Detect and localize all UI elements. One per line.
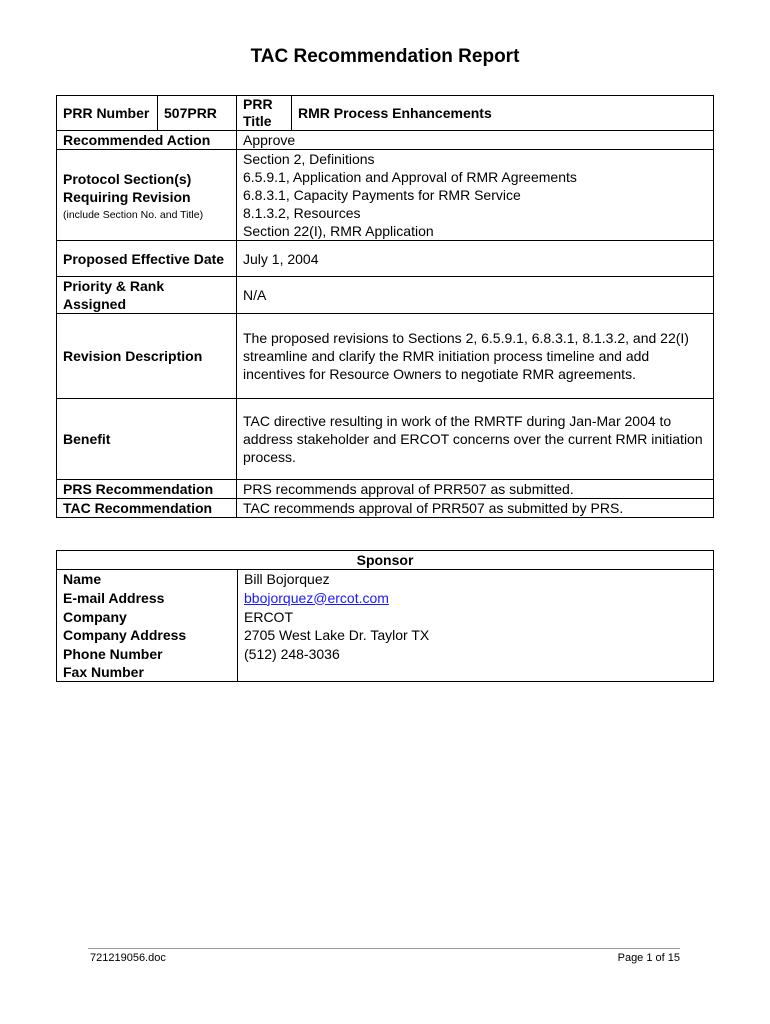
sponsor-value: ERCOT: [238, 607, 714, 626]
sponsor-table: [56, 550, 714, 682]
sponsor-row: [57, 663, 714, 682]
protocol-section-item: 6.8.3.1, Capacity Payments for RMR Service: [243, 187, 521, 203]
protocol-section-item: Section 22(I), RMR Application: [243, 223, 434, 239]
sponsor-header-row: [57, 551, 714, 570]
benefit-value: TAC directive resulting in work of the RMRTF during Jan-Mar 2004 to address stakeholder and ERCOT concerns over the current RMR initiation process.: [237, 399, 714, 480]
sponsor-value: 2705 West Lake Dr. Taylor TX: [238, 626, 714, 644]
revision-description-row: [57, 314, 714, 399]
benefit-row: [57, 399, 714, 480]
recommended-action-label: Recommended Action: [57, 131, 237, 150]
sponsor-label: Company: [57, 607, 238, 626]
protocol-label: Protocol Section(s) Requiring Revision: [63, 171, 192, 205]
email-link[interactable]: bbojorquez@ercot.com: [244, 589, 389, 606]
footer-divider: [88, 948, 680, 949]
recommended-action-value: Approve: [237, 131, 714, 150]
protocol-note: (include Section No. and Title): [63, 209, 204, 221]
prr-title-value: RMR Process Enhancements: [292, 96, 714, 131]
sponsor-value: (512) 248-3036: [238, 644, 714, 663]
sponsor-label: E-mail Address: [57, 588, 238, 607]
sponsor-label: Fax Number: [57, 663, 238, 682]
tac-recommendation-value: TAC recommends approval of PRR507 as submitted by PRS.: [237, 499, 714, 518]
protocol-section-item: Section 2, Definitions: [243, 151, 375, 167]
protocol-sections-list: [237, 150, 714, 241]
revision-description-value: The proposed revisions to Sections 2, 6.5.9.1, 6.8.3.1, 8.1.3.2, and 22(I) streamline and clarify the RMR initiation process timeline and add incentives for Resource Owners to negotiate RMR agreements.: [237, 314, 714, 399]
prr-number-label: PRR Number: [57, 96, 158, 131]
prr-summary-table: [56, 95, 714, 518]
footer-filename: 721219056.doc: [90, 952, 166, 964]
page-title: TAC Recommendation Report: [250, 46, 520, 67]
benefit-label: Benefit: [57, 399, 237, 480]
protocol-section-item: 8.1.3.2, Resources: [243, 205, 361, 221]
sponsor-row: [57, 626, 714, 644]
effective-date-row: [57, 241, 714, 277]
prs-recommendation-label: PRS Recommendation: [57, 480, 237, 499]
tac-recommendation-row: [57, 499, 714, 518]
sponsor-row: [57, 570, 714, 589]
sponsor-label: Company Address: [57, 626, 238, 644]
recommended-action-row: [57, 131, 714, 150]
sponsor-label: Name: [57, 570, 238, 589]
sponsor-header: Sponsor: [57, 551, 714, 570]
prr-number-value: 507PRR: [158, 96, 237, 131]
sponsor-label: Phone Number: [57, 644, 238, 663]
effective-date-value: July 1, 2004: [237, 241, 714, 277]
sponsor-value: Bill Bojorquez: [238, 570, 714, 589]
footer-page-number: Page 1 of 15: [617, 952, 680, 964]
prr-title-label: PRR Title: [237, 96, 292, 131]
effective-date-label: Proposed Effective Date: [57, 241, 237, 277]
protocol-label-cell: [57, 150, 237, 241]
protocol-sections-row: [57, 150, 714, 241]
priority-row: [57, 277, 714, 314]
prs-recommendation-value: PRS recommends approval of PRR507 as submitted.: [237, 480, 714, 499]
sponsor-row: [57, 588, 714, 607]
sponsor-row: [57, 644, 714, 663]
sponsor-row: [57, 607, 714, 626]
sponsor-value: [238, 588, 714, 607]
protocol-section-item: 6.5.9.1, Application and Approval of RMR Agreements: [243, 169, 577, 185]
sponsor-value: [238, 663, 714, 682]
tac-recommendation-label: TAC Recommendation: [57, 499, 237, 518]
prr-header-row: [57, 96, 714, 131]
revision-description-label: Revision Description: [57, 314, 237, 399]
priority-value: N/A: [237, 277, 714, 314]
priority-label: Priority & Rank Assigned: [57, 277, 237, 314]
prs-recommendation-row: [57, 480, 714, 499]
